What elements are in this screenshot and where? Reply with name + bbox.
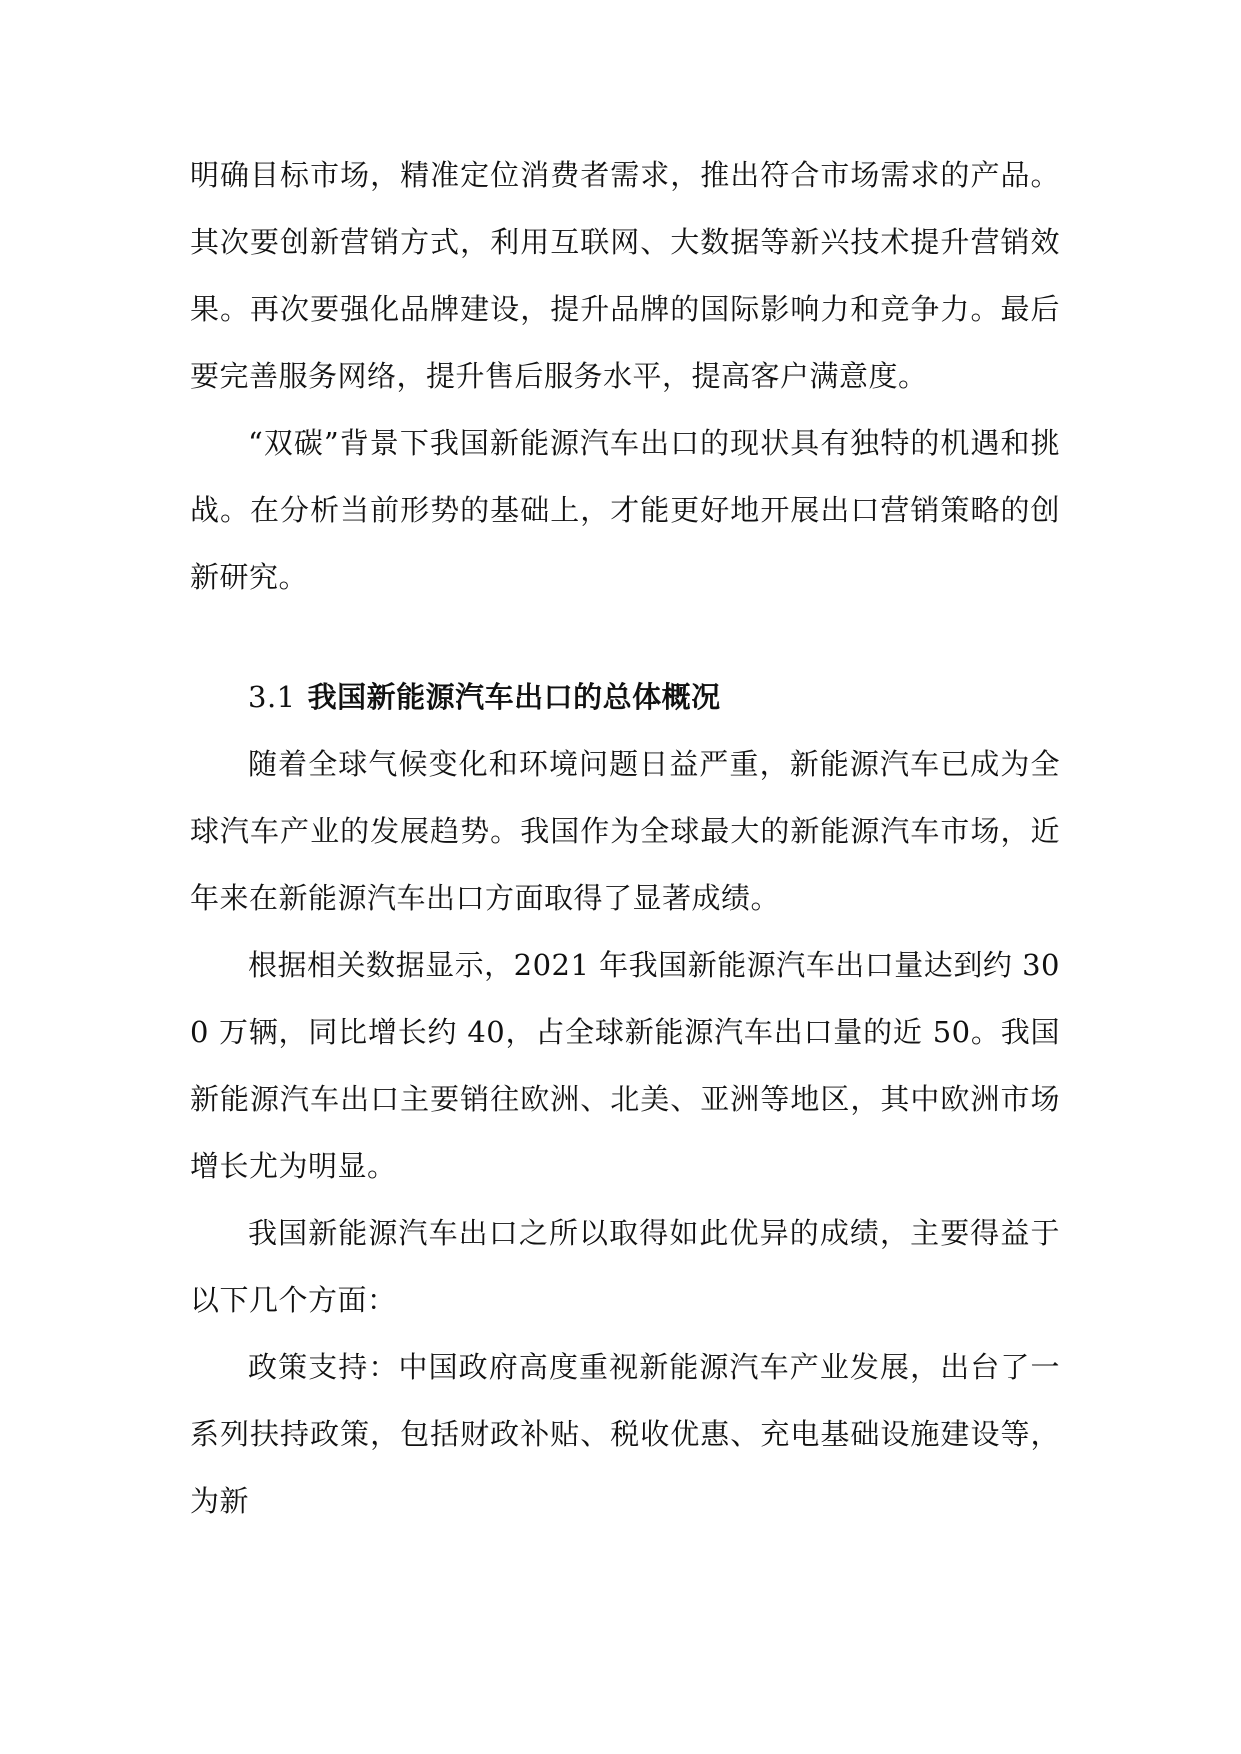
section-heading <box>190 664 1060 731</box>
paragraph-export-data: 根据相关数据显示，2021 年我国新能源汽车出口量达到约 300 万辆，同比增长约 40，占全球新能源汽车出口量的近 50。我国新能源汽车出口主要销往欧洲、北美、亚洲等地区，其中欧洲市场增长尤为明显。 <box>190 948 1060 1183</box>
paragraph-overview: 随着全球气候变化和环境问题日益严重，新能源汽车已成为全球汽车产业的发展趋势。我国作为全球最大的新能源汽车市场，近年来在新能源汽车出口方面取得了显著成绩。 <box>190 747 1060 915</box>
paragraph-dual-carbon: “双碳”背景下我国新能源汽车出口的现状具有独特的机遇和挑战。在分析当前形势的基础上，才能更好地开展出口营销策略的创新研究。 <box>190 426 1060 594</box>
paragraph-policy-support: 政策支持：中国政府高度重视新能源汽车产业发展，出台了一系列扶持政策，包括财政补贴、税收优惠、充电基础设施建设等，为新 <box>190 1350 1060 1518</box>
section-number: 3.1 <box>248 680 296 714</box>
paragraph-reasons-intro: 我国新能源汽车出口之所以取得如此优异的成绩，主要得益于以下几个方面： <box>190 1216 1060 1317</box>
paragraph-continuation: 明确目标市场，精准定位消费者需求，推出符合市场需求的产品。其次要创新营销方式，利用互联网、大数据等新兴技术提升营销效果。再次要强化品牌建设，提升品牌的国际影响力和竞争力。最后要完善服务网络，提升售后服务水平，提高客户满意度。 <box>190 158 1060 393</box>
document-body <box>190 142 1060 1535</box>
section-title: 我国新能源汽车出口的总体概况 <box>307 680 721 714</box>
